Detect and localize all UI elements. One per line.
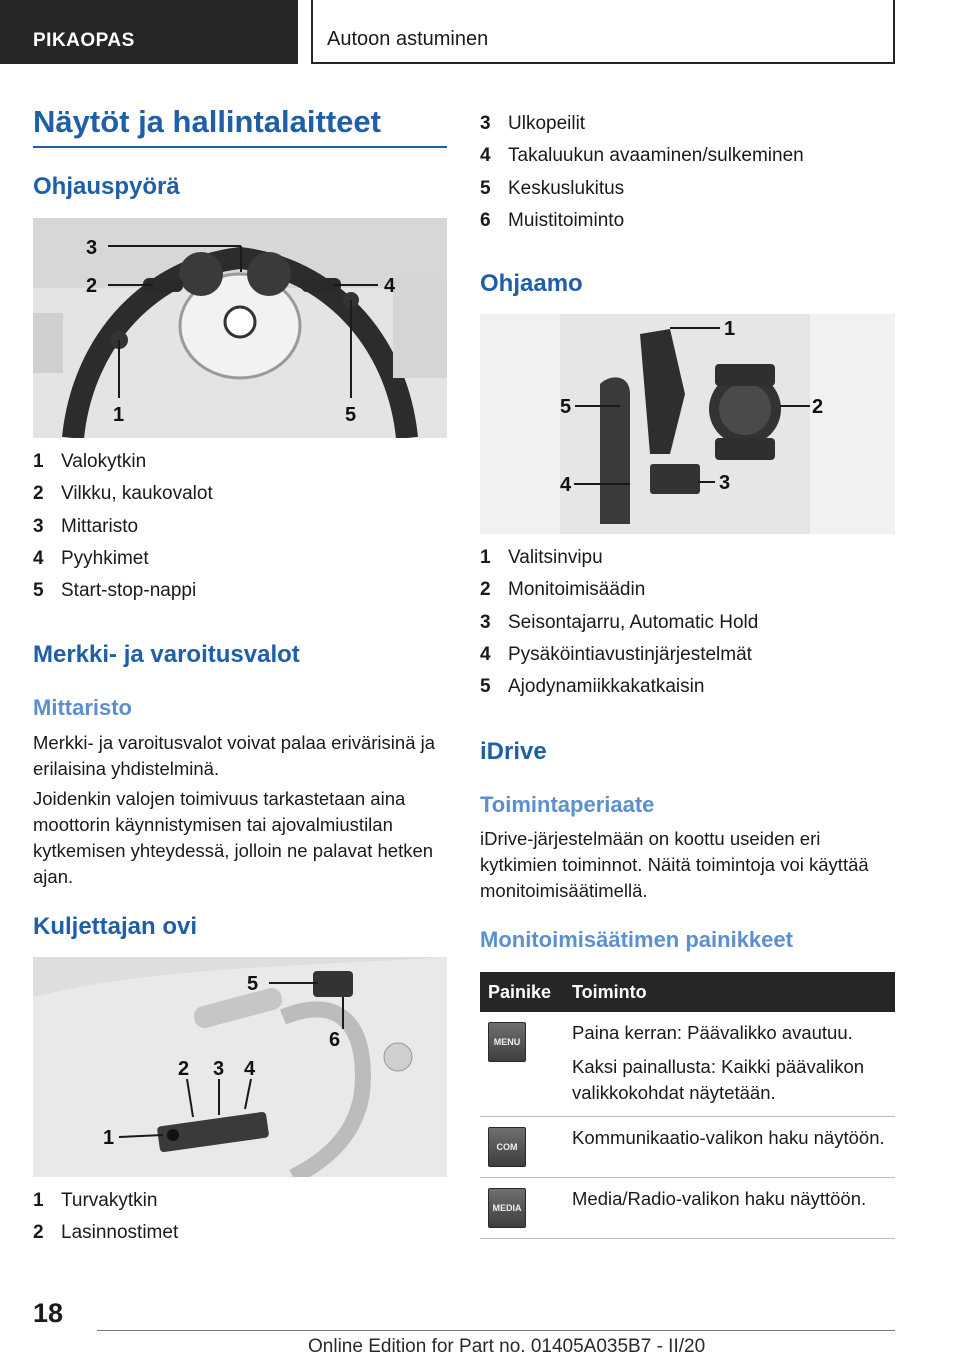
list-item: 4 Pysäköintiavustinjärjestelmät — [480, 644, 752, 666]
steering-legend — [33, 446, 447, 607]
table-header-row — [480, 972, 895, 1012]
steering-heading: Ohjauspyörä — [33, 173, 180, 200]
list-item: 4 Pyyhkimet — [33, 548, 149, 570]
steering-callout-1: 1 — [113, 404, 125, 426]
page-number: 18 — [33, 1298, 64, 1328]
steering-callout-5: 5 — [345, 404, 357, 426]
buttons-heading: Monitoimisäätimen painikkeet — [480, 927, 793, 952]
table-header-function: Toiminto — [564, 972, 895, 1012]
door-callout-2: 2 — [178, 1058, 190, 1080]
list-item: 1 Turvakytkin — [33, 1190, 158, 1212]
table-row: COM Kommunikaatio-valikon haku näytöön. — [480, 1117, 895, 1178]
door-heading: Kuljettajan ovi — [33, 913, 198, 940]
cockpit-callout-4: 4 — [560, 474, 572, 496]
list-item: 3 Ulkopeilit — [480, 113, 586, 135]
list-item: 1 Valokytkin — [33, 451, 147, 473]
table-row: MENU Paina kerran: Päävalikko avautuu. Kaksi painallusta: Kaikki päävalikon valikkokohdat näytetään. — [480, 1012, 895, 1117]
header-section — [311, 0, 895, 64]
header-section-label: Autoon astuminen — [327, 28, 489, 50]
list-item: 6 Muistitoiminto — [480, 210, 625, 232]
steering-callout-3: 3 — [86, 237, 98, 259]
list-item: 2 Monitoimisäädin — [480, 579, 646, 601]
door-callout-5: 5 — [247, 973, 259, 995]
list-item: 4 Takaluukun avaaminen/sulkeminen — [480, 145, 804, 167]
warnings-heading: Merkki- ja varoitusvalot — [33, 641, 300, 668]
cockpit-legend — [480, 542, 895, 703]
page-title: Näytöt ja hallintalaitteet — [33, 104, 381, 139]
idrive-subheading: Toimintaperiaate — [480, 792, 655, 817]
idrive-paragraph: iDrive-järjestelmään on koottu useiden eri kytkimien toiminnot. Näitä toimintoja voi käyttää monitoimisäätimellä. — [480, 828, 869, 901]
steering-callout-2: 2 — [86, 275, 98, 297]
steering-wheel-photo — [33, 218, 447, 438]
media-button-icon: MEDIA — [488, 1188, 526, 1228]
list-item: 5 Keskuslukitus — [480, 177, 625, 199]
warnings-paragraph-1: Merkki- ja varoitusvalot voivat palaa erivärisinä ja erilaisina yhdistelminä. — [33, 732, 436, 779]
warnings-paragraph-2: Joidenkin valojen toimivuus tarkastetaan aina moottorin käynnistymisen tai ajovalmiustilan kytkemisen yhteydessä, jolloin ne palavat hetken ajan. — [33, 788, 434, 887]
door-legend — [33, 1185, 447, 1250]
list-item: 5 Ajodynamiikkakatkaisin — [480, 676, 705, 698]
buttons-table — [480, 972, 895, 1239]
title-rule — [33, 146, 447, 148]
table-header-button: Painike — [480, 972, 564, 1012]
door-callout-1: 1 — [103, 1127, 115, 1149]
cockpit-callout-1: 1 — [724, 318, 736, 340]
idrive-heading: iDrive — [480, 738, 547, 765]
steering-callout-4: 4 — [384, 275, 396, 297]
header-tab — [0, 0, 298, 64]
door-legend-continued — [480, 108, 895, 237]
door-callout-6: 6 — [329, 1029, 341, 1051]
table-row: MEDIA Media/Radio-valikon haku näyttöön. — [480, 1178, 895, 1239]
list-item: 3 Seisontajarru, Automatic Hold — [480, 611, 759, 633]
warnings-subheading: Mittaristo — [33, 695, 132, 720]
header-tab-label: PIKAOPAS — [33, 30, 135, 51]
driver-door-photo — [33, 957, 447, 1177]
list-item: 5 Start-stop-nappi — [33, 580, 197, 602]
cockpit-callout-2: 2 — [812, 396, 824, 418]
list-item: 2 Lasinnostimet — [33, 1222, 179, 1244]
cockpit-callout-5: 5 — [560, 396, 572, 418]
door-callout-4: 4 — [244, 1058, 256, 1080]
menu-button-icon: MENU — [488, 1022, 526, 1062]
footer-edition: Online Edition for Part no. 01405A035B7 - II/20 — [308, 1336, 706, 1357]
com-button-icon: COM — [488, 1127, 526, 1167]
list-item: 2 Vilkku, kaukovalot — [33, 483, 213, 505]
footer-rule — [97, 1330, 895, 1331]
list-item: 1 Valitsinvipu — [480, 547, 603, 569]
list-item: 3 Mittaristo — [33, 515, 139, 537]
door-callout-3: 3 — [213, 1058, 225, 1080]
cockpit-heading: Ohjaamo — [480, 270, 583, 297]
cockpit-callout-3: 3 — [719, 472, 731, 494]
cockpit-photo — [480, 314, 895, 534]
